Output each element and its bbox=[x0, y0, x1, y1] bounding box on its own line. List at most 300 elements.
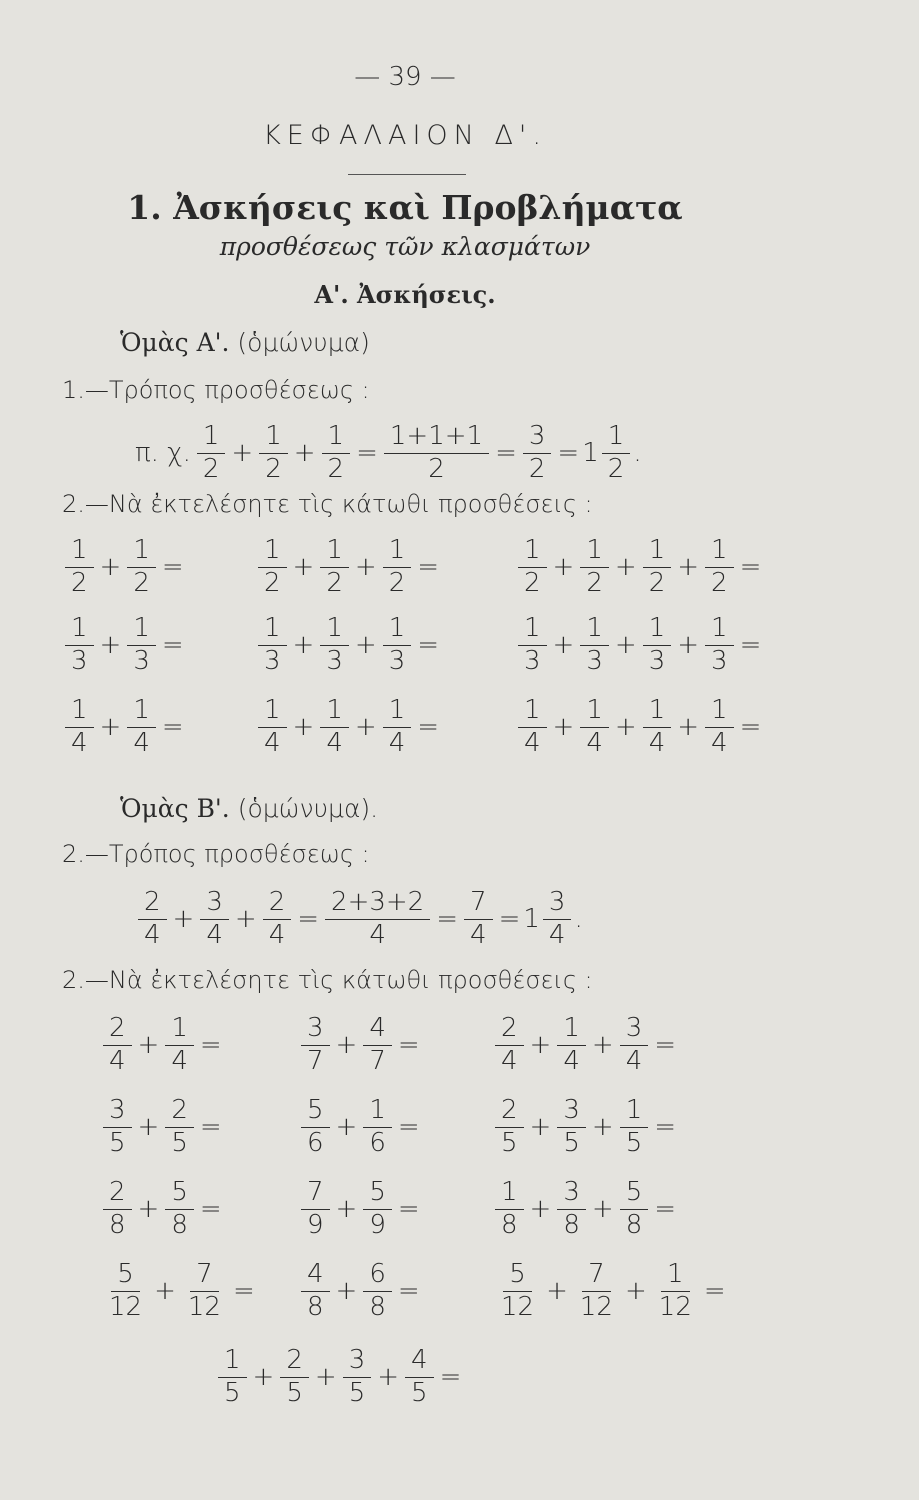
group-b-instruction: 2.—Νὰ ἐκτελέσητε τὶς κάτωθι προσθέσεις : bbox=[62, 966, 593, 994]
plus-sign: + bbox=[137, 1030, 160, 1061]
fraction bbox=[383, 614, 412, 677]
fraction bbox=[258, 614, 287, 677]
numerator: 1 bbox=[661, 1260, 690, 1292]
period: . bbox=[574, 904, 583, 935]
numerator: 3 bbox=[301, 1014, 330, 1046]
fraction bbox=[320, 614, 349, 677]
denominator: 5 bbox=[563, 1127, 580, 1158]
denominator: 5 bbox=[501, 1127, 518, 1158]
plus-sign: + bbox=[292, 712, 315, 743]
denominator: 3 bbox=[133, 645, 150, 676]
denominator: 4 bbox=[563, 1045, 580, 1076]
fraction bbox=[523, 422, 552, 485]
denominator: 8 bbox=[171, 1209, 188, 1240]
group-a-example bbox=[132, 422, 642, 485]
numerator: 7 bbox=[582, 1260, 611, 1292]
fraction bbox=[65, 536, 94, 599]
fraction bbox=[322, 422, 351, 485]
plus-sign: + bbox=[99, 712, 122, 743]
denominator: 2 bbox=[264, 567, 281, 598]
plus-sign: + bbox=[172, 904, 195, 935]
denominator: 12 bbox=[658, 1291, 692, 1322]
fraction bbox=[557, 1178, 586, 1241]
denominator: 4 bbox=[264, 727, 281, 758]
equals-sign: = bbox=[297, 904, 320, 935]
equals-sign: = bbox=[439, 1362, 462, 1393]
denominator: 4 bbox=[369, 919, 386, 950]
denominator: 4 bbox=[171, 1045, 188, 1076]
plus-sign: + bbox=[614, 712, 637, 743]
equals-sign: = bbox=[739, 552, 762, 583]
numerator: 1 bbox=[580, 536, 609, 568]
numerator: 1 bbox=[705, 536, 734, 568]
fraction bbox=[405, 1346, 434, 1409]
fraction bbox=[258, 536, 287, 599]
fraction bbox=[464, 888, 493, 951]
numerator: 5 bbox=[620, 1178, 649, 1210]
denominator: 8 bbox=[369, 1291, 386, 1322]
exercise bbox=[298, 1178, 423, 1241]
denominator: 2 bbox=[326, 567, 343, 598]
fraction bbox=[643, 536, 672, 599]
fraction bbox=[620, 1096, 649, 1159]
denominator: 5 bbox=[348, 1377, 366, 1408]
plus-sign: + bbox=[154, 1276, 176, 1307]
numerator: 5 bbox=[301, 1096, 330, 1128]
numerator: 1 bbox=[383, 614, 412, 646]
fraction bbox=[495, 1014, 524, 1077]
exercise bbox=[62, 614, 187, 677]
denominator: 12 bbox=[579, 1291, 613, 1322]
plus-sign: + bbox=[335, 1194, 358, 1225]
exercise bbox=[492, 1260, 729, 1323]
fraction bbox=[301, 1096, 330, 1159]
equals-sign: = bbox=[397, 1194, 420, 1225]
numerator: 2 bbox=[165, 1096, 194, 1128]
numerator: 1 bbox=[518, 696, 547, 728]
numerator: 1 bbox=[643, 696, 672, 728]
group-a-method-label: 1.—Τρόπος προσθέσεως : bbox=[62, 376, 370, 404]
denominator: 4 bbox=[268, 919, 286, 950]
numerator: 1+1+1 bbox=[384, 422, 489, 454]
numerator: 1 bbox=[258, 696, 287, 728]
denominator: 4 bbox=[625, 1045, 643, 1076]
denominator: 8 bbox=[563, 1209, 580, 1240]
denominator: 4 bbox=[71, 727, 88, 758]
plus-sign: + bbox=[529, 1030, 552, 1061]
whole-part: 1 bbox=[582, 438, 599, 469]
fraction bbox=[705, 614, 734, 677]
fraction bbox=[363, 1178, 392, 1241]
numerator: 1 bbox=[127, 614, 156, 646]
denominator: 4 bbox=[586, 727, 603, 758]
numerator: 5 bbox=[111, 1260, 140, 1292]
numerator: 2 bbox=[138, 888, 167, 920]
fraction bbox=[320, 536, 349, 599]
fraction bbox=[705, 696, 734, 759]
fraction bbox=[643, 614, 672, 677]
fraction bbox=[127, 696, 156, 759]
fraction bbox=[518, 614, 547, 677]
numerator: 1 bbox=[322, 422, 351, 454]
numerator: 1 bbox=[705, 614, 734, 646]
exercise bbox=[215, 1346, 464, 1409]
exercise bbox=[100, 1096, 225, 1159]
numerator: 1 bbox=[197, 422, 226, 454]
numerator: 3 bbox=[557, 1096, 586, 1128]
denominator: 2 bbox=[428, 453, 445, 484]
denominator: 4 bbox=[388, 727, 406, 758]
denominator: 2 bbox=[265, 453, 282, 484]
denominator: 8 bbox=[307, 1291, 324, 1322]
denominator: 4 bbox=[206, 919, 223, 950]
fraction bbox=[301, 1178, 330, 1241]
plus-sign: + bbox=[137, 1112, 160, 1143]
exercise bbox=[515, 696, 764, 759]
plus-sign: + bbox=[552, 630, 575, 661]
denominator: 4 bbox=[326, 727, 343, 758]
exercise bbox=[298, 1014, 423, 1077]
fraction bbox=[363, 1014, 392, 1077]
equals-sign: = bbox=[739, 630, 762, 661]
plus-sign: + bbox=[552, 552, 575, 583]
section-subtitle: προσθέσεως τῶν κλασμάτων bbox=[219, 232, 591, 261]
equals-sign: = bbox=[161, 552, 184, 583]
numerator: 1 bbox=[383, 696, 412, 728]
plus-sign: + bbox=[552, 712, 575, 743]
exercise bbox=[492, 1014, 679, 1077]
equals-sign: = bbox=[199, 1030, 222, 1061]
denominator: 3 bbox=[71, 645, 88, 676]
equals-sign: = bbox=[417, 552, 440, 583]
fraction bbox=[518, 536, 547, 599]
denominator: 12 bbox=[501, 1291, 535, 1322]
numerator: 1 bbox=[65, 614, 94, 646]
numerator: 5 bbox=[165, 1178, 194, 1210]
fraction bbox=[138, 888, 167, 951]
plus-sign: + bbox=[677, 552, 700, 583]
fraction bbox=[543, 888, 572, 951]
denominator: 2 bbox=[648, 567, 666, 598]
numerator: 2 bbox=[495, 1096, 524, 1128]
mixed-number bbox=[582, 422, 633, 485]
whole-part: 1 bbox=[523, 904, 540, 935]
denominator: 5 bbox=[109, 1127, 126, 1158]
denominator: 3 bbox=[586, 645, 603, 676]
denominator: 5 bbox=[411, 1377, 428, 1408]
equals-sign: = bbox=[436, 904, 459, 935]
fraction bbox=[65, 614, 94, 677]
exercise bbox=[492, 1096, 679, 1159]
numerator: 7 bbox=[464, 888, 493, 920]
plus-sign: + bbox=[529, 1112, 552, 1143]
numerator: 4 bbox=[405, 1346, 434, 1378]
section-title: 1. Ἀσκήσεις καὶ Προβλήματα bbox=[127, 188, 683, 227]
equals-sign: = bbox=[397, 1276, 420, 1307]
denominator: 6 bbox=[369, 1127, 386, 1158]
numerator: 1 bbox=[165, 1014, 194, 1046]
denominator: 9 bbox=[307, 1209, 324, 1240]
denominator: 4 bbox=[501, 1045, 518, 1076]
denominator: 9 bbox=[369, 1209, 386, 1240]
fraction bbox=[363, 1096, 392, 1159]
denominator: 4 bbox=[144, 919, 161, 950]
numerator: 3 bbox=[343, 1346, 372, 1378]
numerator: 1 bbox=[320, 614, 349, 646]
fraction bbox=[259, 422, 288, 485]
fraction bbox=[557, 1096, 586, 1159]
group-b-note: (ὁμώνυμα). bbox=[237, 794, 379, 823]
denominator: 3 bbox=[388, 645, 406, 676]
plus-sign: + bbox=[677, 630, 700, 661]
equals-sign: = bbox=[199, 1194, 222, 1225]
denominator: 8 bbox=[625, 1209, 643, 1240]
fraction bbox=[495, 1260, 540, 1323]
fraction bbox=[301, 1014, 330, 1077]
fraction bbox=[620, 1014, 649, 1077]
fraction bbox=[127, 614, 156, 677]
exercise bbox=[255, 614, 442, 677]
numerator: 5 bbox=[363, 1178, 392, 1210]
denominator: 4 bbox=[548, 919, 566, 950]
exercise bbox=[62, 536, 187, 599]
fraction bbox=[495, 1096, 524, 1159]
equals-sign: = bbox=[498, 904, 521, 935]
numerator: 3 bbox=[103, 1096, 132, 1128]
numerator: 1 bbox=[65, 536, 94, 568]
equals-sign: = bbox=[654, 1030, 677, 1061]
denominator: 3 bbox=[711, 645, 728, 676]
plus-sign: + bbox=[335, 1276, 358, 1307]
fraction bbox=[580, 614, 609, 677]
fraction bbox=[280, 1346, 309, 1409]
equals-sign: = bbox=[495, 438, 517, 469]
denominator: 3 bbox=[524, 645, 541, 676]
plus-sign: + bbox=[377, 1362, 400, 1393]
numerator: 1 bbox=[495, 1178, 524, 1210]
denominator: 4 bbox=[109, 1045, 126, 1076]
denominator: 2 bbox=[327, 453, 345, 484]
plus-sign: + bbox=[99, 552, 122, 583]
group-b-example bbox=[135, 888, 583, 951]
numerator: 1 bbox=[258, 614, 287, 646]
numerator: 2 bbox=[280, 1346, 309, 1378]
exercise bbox=[515, 614, 764, 677]
plus-sign: + bbox=[591, 1030, 614, 1061]
plus-sign: + bbox=[614, 630, 637, 661]
denominator: 7 bbox=[307, 1045, 324, 1076]
fraction bbox=[200, 888, 229, 951]
fraction bbox=[320, 696, 349, 759]
plus-sign: + bbox=[677, 712, 700, 743]
numerator: 3 bbox=[557, 1178, 586, 1210]
plus-sign: + bbox=[293, 438, 316, 469]
denominator: 12 bbox=[109, 1291, 143, 1322]
numerator: 1 bbox=[557, 1014, 586, 1046]
fraction bbox=[653, 1260, 698, 1323]
plus-sign: + bbox=[354, 630, 377, 661]
plus-sign: + bbox=[354, 552, 377, 583]
denominator: 8 bbox=[109, 1209, 126, 1240]
fraction bbox=[197, 422, 226, 485]
plus-sign: + bbox=[614, 552, 637, 583]
fraction bbox=[580, 696, 609, 759]
numerator: 1 bbox=[620, 1096, 649, 1128]
numerator: 1 bbox=[363, 1096, 392, 1128]
numerator: 4 bbox=[363, 1014, 392, 1046]
exercise bbox=[62, 696, 187, 759]
plus-sign: + bbox=[624, 1276, 647, 1307]
denominator: 2 bbox=[528, 453, 546, 484]
fraction bbox=[165, 1014, 194, 1077]
fraction bbox=[263, 888, 292, 951]
equals-sign: = bbox=[161, 630, 184, 661]
numerator: 1 bbox=[383, 536, 412, 568]
exercise bbox=[100, 1260, 258, 1323]
denominator: 8 bbox=[501, 1209, 518, 1240]
denominator: 2 bbox=[133, 567, 150, 598]
plus-sign: + bbox=[252, 1362, 275, 1393]
denominator: 2 bbox=[71, 567, 88, 598]
group-b-heading bbox=[120, 794, 378, 823]
denominator: 2 bbox=[202, 453, 220, 484]
plus-sign: + bbox=[546, 1276, 568, 1307]
equals-sign: = bbox=[654, 1194, 677, 1225]
numerator: 1 bbox=[580, 614, 609, 646]
denominator: 12 bbox=[187, 1291, 221, 1322]
fraction bbox=[384, 422, 489, 485]
exercise bbox=[100, 1178, 225, 1241]
denominator: 2 bbox=[586, 567, 603, 598]
group-b-method-label: 2.—Τρόπος προσθέσεως : bbox=[62, 840, 370, 868]
fraction bbox=[301, 1260, 330, 1323]
numerator: 1 bbox=[65, 696, 94, 728]
equals-sign: = bbox=[417, 712, 440, 743]
fraction bbox=[580, 536, 609, 599]
chapter-heading: ΚΕΦΑΛΑΙΟΝ Δ'. bbox=[263, 120, 547, 151]
group-a-instruction: 2.—Νὰ ἐκτελέσητε τὶς κάτωθι προσθέσεις : bbox=[62, 490, 593, 518]
denominator: 3 bbox=[264, 645, 281, 676]
denominator: 3 bbox=[648, 645, 666, 676]
numerator: 4 bbox=[301, 1260, 330, 1292]
plus-sign: + bbox=[529, 1194, 552, 1225]
group-a-label: Ὁμὰς Α'. bbox=[120, 328, 230, 357]
exercise bbox=[492, 1178, 679, 1241]
example-prefix: π. χ. bbox=[135, 438, 191, 469]
denominator: 4 bbox=[133, 727, 150, 758]
exercise bbox=[298, 1260, 423, 1323]
equals-sign: = bbox=[739, 712, 762, 743]
period: . bbox=[633, 438, 642, 469]
denominator: 2 bbox=[388, 567, 406, 598]
plus-sign: + bbox=[314, 1362, 337, 1393]
plus-sign: + bbox=[292, 552, 315, 583]
plus-sign: + bbox=[354, 712, 377, 743]
numerator: 1 bbox=[258, 536, 287, 568]
fraction bbox=[103, 1260, 148, 1323]
numerator: 7 bbox=[301, 1178, 330, 1210]
fraction bbox=[165, 1178, 194, 1241]
denominator: 6 bbox=[307, 1127, 324, 1158]
equals-sign: = bbox=[417, 630, 440, 661]
mixed-number bbox=[523, 888, 574, 951]
fraction bbox=[127, 536, 156, 599]
group-a-heading bbox=[120, 328, 370, 357]
exercise bbox=[255, 696, 442, 759]
exercise bbox=[255, 536, 442, 599]
fraction bbox=[363, 1260, 392, 1323]
denominator: 5 bbox=[286, 1377, 303, 1408]
plus-sign: + bbox=[335, 1112, 358, 1143]
page-number: — 39 — bbox=[354, 62, 456, 92]
numerator: 2 bbox=[263, 888, 292, 920]
numerator: 1 bbox=[602, 422, 631, 454]
plus-sign: + bbox=[234, 904, 257, 935]
group-a-note: (ὁμώνυμα) bbox=[237, 328, 370, 357]
fraction bbox=[383, 536, 412, 599]
plus-sign: + bbox=[335, 1030, 358, 1061]
fraction bbox=[325, 888, 430, 951]
subsection-title: Α'. Ἀσκήσεις. bbox=[314, 280, 496, 309]
numerator: 3 bbox=[543, 888, 572, 920]
denominator: 4 bbox=[524, 727, 541, 758]
equals-sign: = bbox=[397, 1030, 420, 1061]
equals-sign: = bbox=[232, 1276, 255, 1307]
plus-sign: + bbox=[591, 1194, 614, 1225]
fraction bbox=[218, 1346, 247, 1409]
fraction bbox=[602, 422, 631, 485]
numerator: 1 bbox=[643, 536, 672, 568]
denominator: 2 bbox=[524, 567, 541, 598]
fraction bbox=[620, 1178, 649, 1241]
plus-sign: + bbox=[591, 1112, 614, 1143]
numerator: 3 bbox=[523, 422, 552, 454]
exercise bbox=[515, 536, 764, 599]
fraction bbox=[258, 696, 287, 759]
numerator: 7 bbox=[190, 1260, 219, 1292]
numerator: 1 bbox=[643, 614, 672, 646]
numerator: 5 bbox=[503, 1260, 532, 1292]
fraction bbox=[103, 1096, 132, 1159]
numerator: 1 bbox=[518, 536, 547, 568]
fraction bbox=[65, 696, 94, 759]
group-b-label: Ὁμὰς Β'. bbox=[120, 794, 230, 823]
numerator: 1 bbox=[320, 696, 349, 728]
numerator: 1 bbox=[580, 696, 609, 728]
fraction bbox=[165, 1096, 194, 1159]
equals-sign: = bbox=[557, 438, 580, 469]
exercise bbox=[100, 1014, 225, 1077]
denominator: 4 bbox=[648, 727, 666, 758]
numerator: 1 bbox=[259, 422, 288, 454]
numerator: 2+3+2 bbox=[325, 888, 430, 920]
fraction bbox=[383, 696, 412, 759]
equals-sign: = bbox=[703, 1276, 726, 1307]
denominator: 3 bbox=[326, 645, 343, 676]
exercise bbox=[298, 1096, 423, 1159]
denominator: 5 bbox=[171, 1127, 188, 1158]
plus-sign: + bbox=[137, 1194, 160, 1225]
fraction bbox=[518, 696, 547, 759]
denominator: 5 bbox=[224, 1377, 241, 1408]
equals-sign: = bbox=[161, 712, 184, 743]
plus-sign: + bbox=[231, 438, 254, 469]
fraction bbox=[495, 1178, 524, 1241]
numerator: 2 bbox=[103, 1014, 132, 1046]
fraction bbox=[705, 536, 734, 599]
numerator: 1 bbox=[705, 696, 734, 728]
denominator: 7 bbox=[369, 1045, 386, 1076]
